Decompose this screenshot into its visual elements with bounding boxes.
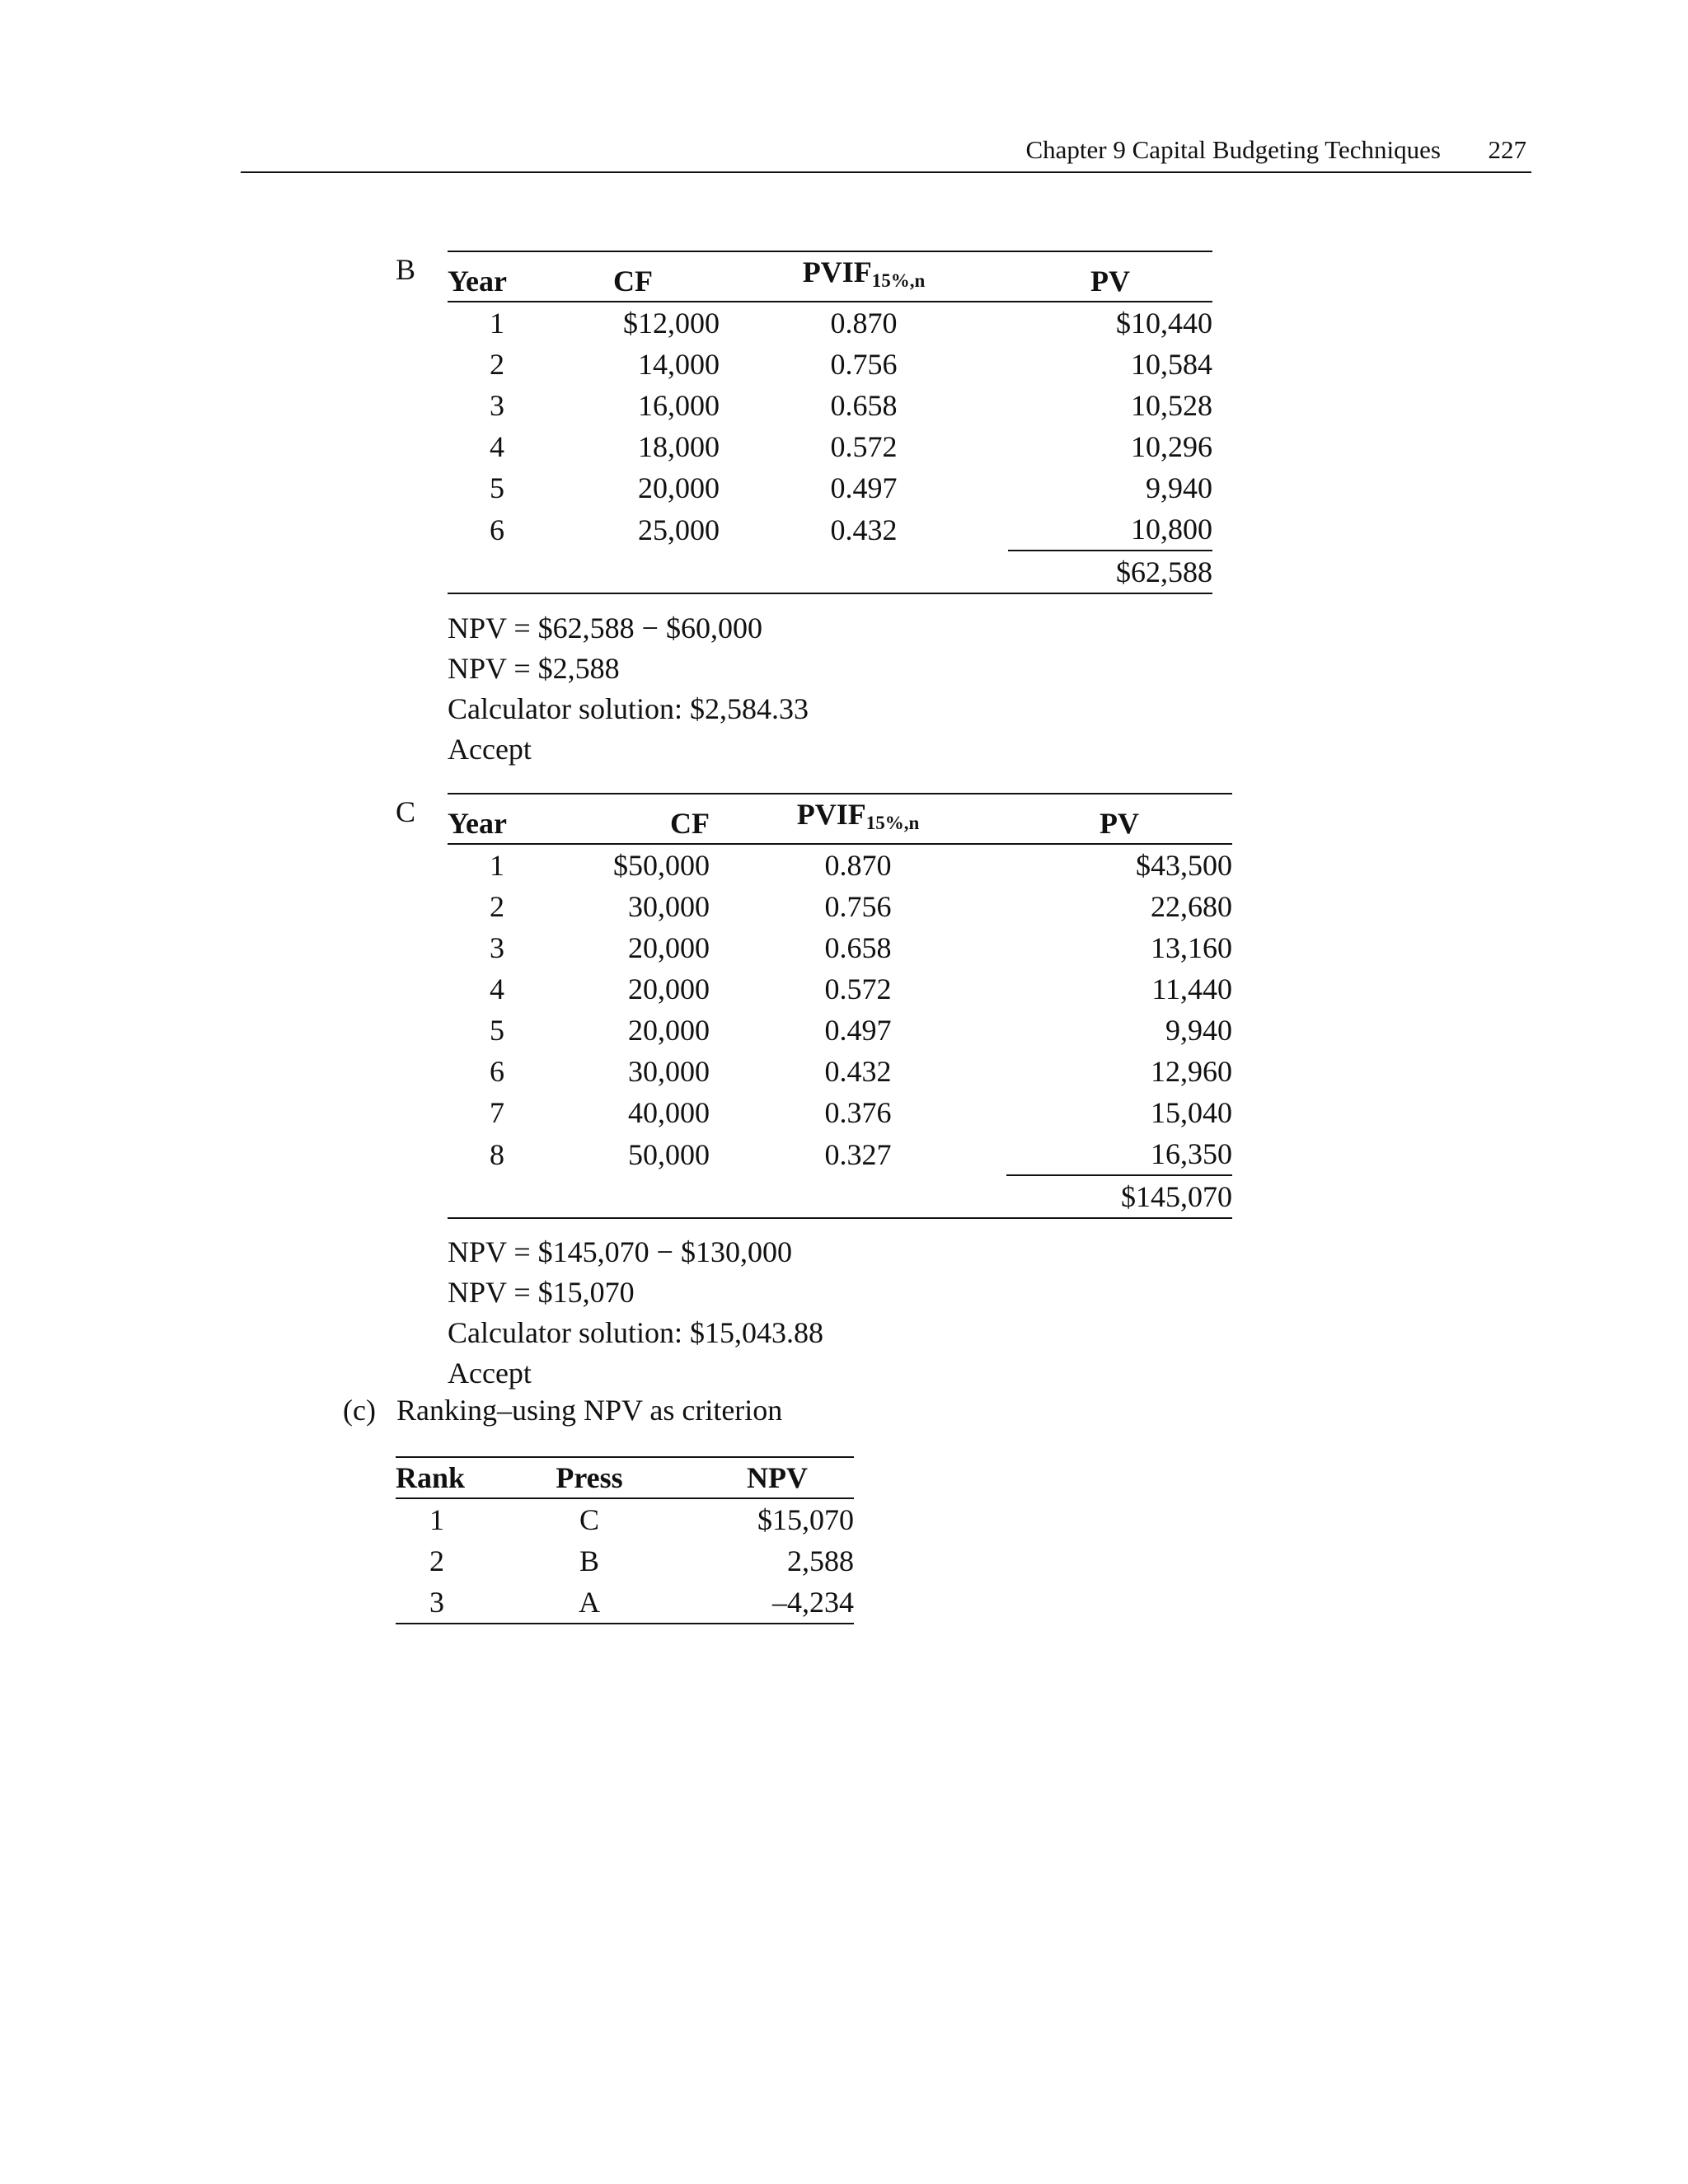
table-row: 2 30,000 0.756 22,680 — [490, 890, 1232, 923]
calc-line: NPV = $2,588 — [448, 652, 620, 685]
col-pv: PV — [1006, 794, 1232, 844]
part-c-marker: (c) — [343, 1394, 376, 1427]
table-row: 3 A –4,234 — [396, 1582, 854, 1624]
col-press: Press — [478, 1457, 701, 1498]
table-row: 3 16,000 0.658 10,528 — [490, 389, 1212, 422]
calc-line: Accept — [448, 733, 532, 766]
col-year: Year — [448, 794, 546, 844]
table-row: 5 20,000 0.497 9,940 — [490, 471, 1212, 504]
total-row — [448, 1175, 1232, 1218]
page-header — [241, 132, 1531, 173]
table-b-label: B — [396, 253, 416, 286]
col-year: Year — [448, 251, 546, 302]
table-row: 1 C $15,070 — [429, 1503, 854, 1536]
col-pvif: $PVIF_{15\%,n}$ — [710, 794, 1006, 844]
calc-line: Calculator solution: $15,043.88 — [448, 1316, 823, 1349]
col-cf: CF — [546, 251, 720, 302]
table-row: 4 18,000 0.572 10,296 — [490, 430, 1212, 463]
rank-table — [396, 1456, 854, 1624]
calc-line: Calculator solution: $2,584.33 — [448, 692, 809, 725]
page-number: 227 — [1488, 135, 1526, 164]
col-pvif: $PVIF_{15\%,n}$ — [720, 251, 1008, 302]
table-row: 7 40,000 0.376 15,040 — [490, 1096, 1232, 1129]
table-row: 2 14,000 0.756 10,584 — [490, 348, 1212, 381]
col-npv: NPV — [701, 1457, 854, 1498]
calc-line: NPV = $62,588 − $60,000 — [448, 612, 762, 644]
col-cf: CF — [546, 794, 710, 844]
table-c-total: $145,070 — [1006, 1175, 1232, 1218]
table-b-total: $62,588 — [1008, 551, 1212, 593]
part-c-heading: Ranking–using NPV as criterion — [396, 1394, 783, 1427]
table-row: 4 20,000 0.572 11,440 — [490, 972, 1232, 1005]
table-row: 6 30,000 0.432 12,960 — [490, 1055, 1232, 1088]
calc-line: NPV = $145,070 − $130,000 — [448, 1235, 792, 1268]
calc-c — [448, 1232, 823, 1394]
table-row: 2 B 2,588 — [429, 1544, 854, 1577]
col-rank: Rank — [396, 1457, 478, 1498]
table-row: 1 $12,000 0.870 $10,440 — [490, 307, 1212, 340]
table-row: 3 20,000 0.658 13,160 — [490, 931, 1232, 964]
table-row: 6 25,000 0.432 10,800 — [448, 509, 1212, 551]
calc-line: NPV = $15,070 — [448, 1276, 635, 1309]
table-row: 1 $50,000 0.870 $43,500 — [490, 849, 1232, 882]
chapter-title: Chapter 9 Capital Budgeting Techniques — [1025, 135, 1441, 164]
table-b — [448, 251, 1212, 594]
total-row — [448, 551, 1212, 593]
table-row: 8 50,000 0.327 16,350 — [448, 1133, 1232, 1175]
table-c-label: C — [396, 795, 416, 828]
calc-line: Accept — [448, 1357, 532, 1390]
calc-b — [448, 608, 809, 770]
table-row: 5 20,000 0.497 9,940 — [490, 1014, 1232, 1047]
table-c — [448, 793, 1232, 1219]
col-pv: PV — [1008, 251, 1212, 302]
